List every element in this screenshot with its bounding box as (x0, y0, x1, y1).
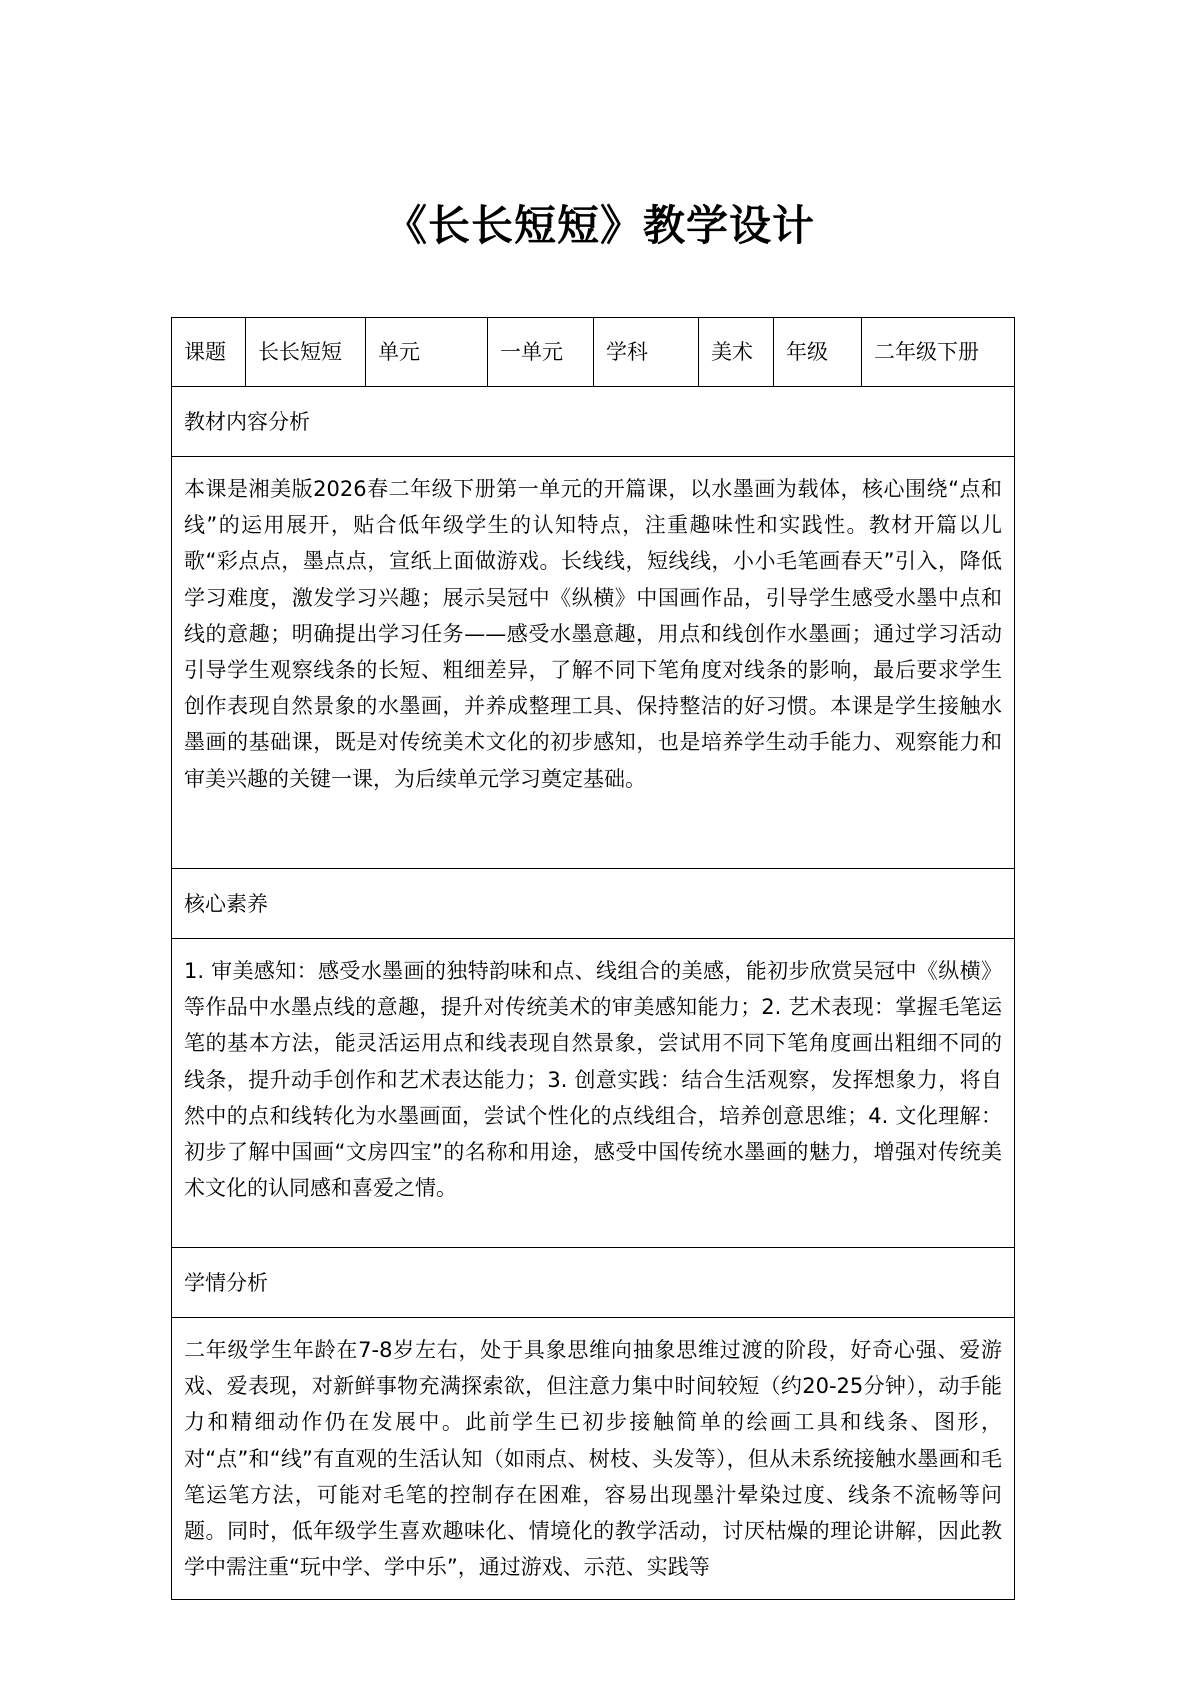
unit-label: 单元 (366, 318, 488, 387)
core-literacy-body: 1. 审美感知：感受水墨画的独特韵味和点、线组合的美感，能初步欣赏吴冠中《纵横》等作品中水墨点线的意趣，提升对传统美术的审美感知能力；2. 艺术表现：掌握毛笔运笔的基本方法，能灵活运用点和线表现自然景象，尝试用不同下笔角度画出粗细不同的线条，提升动手创作和艺术表达能力；3. 创意实践：结合生活观察，发挥想象力，将自然中的点和线转化为水墨画面，尝试个性化的点线组合，培养创意思维；4. 文化理解：初步了解中国画“文房四宝”的名称和用途，感受中国传统水墨画的魅力，增强对传统美术文化的认同感和喜爱之情。 (172, 939, 1015, 1248)
core-literacy-heading: 核心素养 (172, 869, 1015, 939)
grade-value: 二年级下册 (862, 318, 1015, 387)
subject-label: 学科 (594, 318, 699, 387)
material-analysis-body-row (172, 457, 1015, 869)
subject-value: 美术 (699, 318, 774, 387)
material-analysis-heading-row (172, 387, 1015, 457)
student-analysis-heading-row (172, 1248, 1015, 1318)
student-analysis-body-row (172, 1318, 1015, 1600)
core-literacy-body-row (172, 939, 1015, 1248)
topic-label: 课题 (172, 318, 246, 387)
core-literacy-heading-row (172, 869, 1015, 939)
info-row (172, 318, 1015, 387)
material-analysis-body: 本课是湘美版2026春二年级下册第一单元的开篇课，以水墨画为载体，核心围绕“点和线”的运用展开，贴合低年级学生的认知特点，注重趣味性和实践性。教材开篇以儿歌“彩点点，墨点点，宣纸上面做游戏。长线线，短线线，小小毛笔画春天”引入，降低学习难度，激发学习兴趣；展示吴冠中《纵横》中国画作品，引导学生感受水墨中点和线的意趣；明确提出学习任务——感受水墨意趣，用点和线创作水墨画；通过学习活动引导学生观察线条的长短、粗细差异，了解不同下笔角度对线条的影响，最后要求学生创作表现自然景象的水墨画，并养成整理工具、保持整洁的好习惯。本课是学生接触水墨画的基础课，既是对传统美术文化的初步感知，也是培养学生动手能力、观察能力和审美兴趣的关键一课，为后续单元学习奠定基础。 (172, 457, 1015, 869)
student-analysis-heading: 学情分析 (172, 1248, 1015, 1318)
grade-label: 年级 (774, 318, 862, 387)
student-analysis-body: 二年级学生年龄在7-8岁左右，处于具象思维向抽象思维过渡的阶段，好奇心强、爱游戏、爱表现，对新鲜事物充满探索欲，但注意力集中时间较短（约20-25分钟），动手能力和精细动作仍在发展中。此前学生已初步接触简单的绘画工具和线条、图形，对“点”和“线”有直观的生活认知（如雨点、树枝、头发等），但从未系统接触水墨画和毛笔运笔方法，可能对毛笔的控制存在困难，容易出现墨汁晕染过度、线条不流畅等问题。同时，低年级学生喜欢趣味化、情境化的教学活动，讨厌枯燥的理论讲解，因此教学中需注重“玩中学、学中乐”，通过游戏、示范、实践等 (172, 1318, 1015, 1600)
lesson-design-table (171, 317, 1015, 1600)
topic-value: 长长短短 (246, 318, 366, 387)
unit-value: 一单元 (488, 318, 594, 387)
document-title: 《长长短短》教学设计 (384, 201, 815, 250)
material-analysis-heading: 教材内容分析 (172, 387, 1015, 457)
